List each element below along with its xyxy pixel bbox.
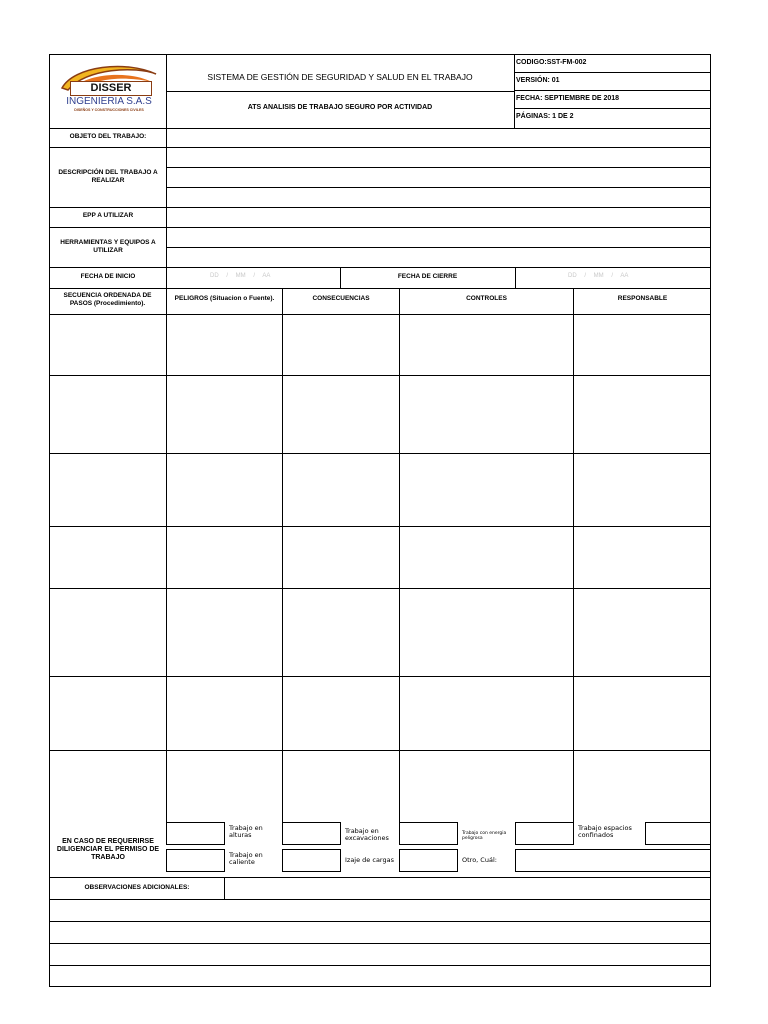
table-row[interactable] — [50, 751, 710, 822]
option-confinados: Trabajo espacios confinados — [578, 824, 632, 839]
system-title: SISTEMA DE GESTIÓN DE SEGURIDAD Y SALUD EN EL TRABAJO — [207, 72, 473, 82]
observaciones-line[interactable] — [50, 966, 710, 986]
checkbox-otro[interactable] — [399, 849, 458, 872]
table-row[interactable] — [50, 315, 710, 374]
fecha-cierre-input[interactable]: DD / MM / AA — [568, 273, 629, 279]
option-energia: Trabajo con energia peligrosa — [462, 831, 507, 841]
observaciones-line[interactable] — [50, 944, 710, 964]
option-alturas: Trabajo en alturas — [229, 824, 263, 839]
observaciones-field[interactable] — [225, 878, 710, 898]
checkbox-alturas[interactable] — [166, 822, 225, 845]
checkbox-confinados[interactable] — [515, 822, 574, 845]
doc-pages: PÁGINAS: 1 DE 2 — [516, 113, 574, 120]
company-name: DISSER — [70, 81, 152, 96]
col-header-consecuencias: CONSECUENCIAS — [312, 295, 370, 302]
table-row[interactable] — [50, 454, 710, 525]
checkbox-caliente[interactable] — [166, 849, 225, 872]
option-otro: Otro, Cuál: — [462, 856, 497, 864]
fecha-inicio-label: FECHA DE INICIO — [80, 273, 136, 280]
col-header-responsable: RESPONSABLE — [617, 295, 668, 302]
doc-code: CODIGO:SST-FM-002 — [516, 59, 587, 66]
herramientas-label: HERRAMIENTAS Y EQUIPOS A UTILIZAR — [60, 239, 156, 254]
company-logo — [56, 58, 162, 122]
table-row[interactable] — [50, 376, 710, 452]
objeto-field[interactable] — [167, 129, 710, 146]
observaciones-line[interactable] — [50, 922, 710, 942]
checkbox-excavaciones[interactable] — [282, 822, 341, 845]
option-caliente: Trabajo en caliente — [229, 851, 263, 866]
fecha-cierre-label: FECHA DE CIERRE — [397, 273, 458, 280]
fecha-inicio-input[interactable]: DD / MM / AA — [210, 273, 271, 279]
observaciones-label: OBSERVACIONES ADICIONALES: — [84, 884, 190, 891]
objeto-label: OBJETO DEL TRABAJO: — [69, 133, 147, 140]
col-header-controles: CONTROLES — [466, 295, 507, 302]
epp-label: EPP A UTILIZAR — [82, 212, 134, 219]
checkbox-energia[interactable] — [399, 822, 458, 845]
descripcion-field[interactable] — [167, 148, 710, 206]
option-izaje: Izaje de cargas — [345, 856, 394, 864]
company-subname: INGENIERIA S.A.S — [66, 96, 152, 107]
doc-version: VERSIÓN: 01 — [516, 77, 560, 84]
company-tagline: DISEÑOS Y CONSTRUCCIONES CIVILES — [74, 108, 144, 112]
table-row[interactable] — [50, 589, 710, 675]
observaciones-line[interactable] — [50, 900, 710, 920]
col-header-peligros: PELIGROS (Situacion o Fuente). — [174, 295, 275, 302]
epp-field[interactable] — [167, 208, 710, 226]
doc-date: FECHA: SEPTIEMBRE DE 2018 — [516, 95, 620, 102]
otro-cual-field[interactable] — [515, 849, 711, 872]
permisos-label: EN CASO DE REQUERIRSE DILIGENCIAR EL PERMISO DE TRABAJO — [56, 838, 160, 861]
table-row[interactable] — [50, 527, 710, 587]
col-header-secuencia: SECUENCIA ORDENADA DE PASOS (Procedimiento). — [63, 292, 152, 307]
option-excavaciones: Trabajo en excavaciones — [345, 827, 389, 842]
form-subtitle: ATS ANALISIS DE TRABAJO SEGURO POR ACTIVIDAD — [247, 104, 433, 111]
checkbox-confinados-mark[interactable] — [645, 822, 711, 845]
table-row[interactable] — [50, 677, 710, 749]
checkbox-izaje[interactable] — [282, 849, 341, 872]
descripcion-label: DESCRIPCIÓN DEL TRABAJO A REALIZAR — [58, 169, 158, 184]
